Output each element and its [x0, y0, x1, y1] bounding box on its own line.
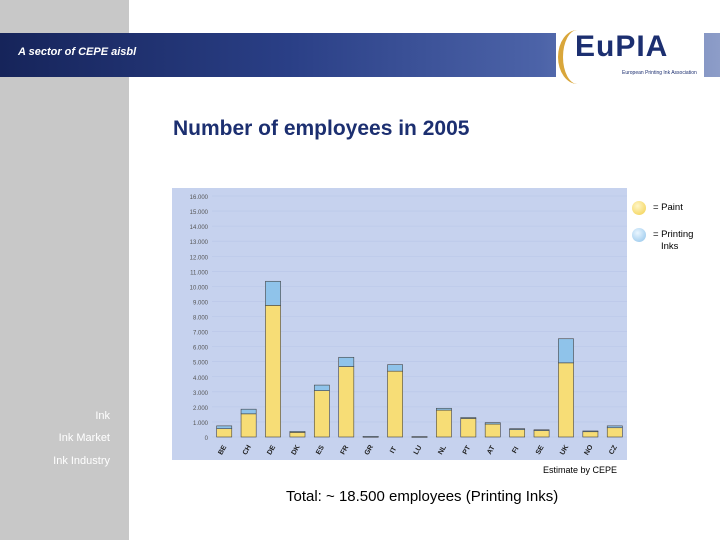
y-tick-label: 6.000 — [192, 345, 208, 352]
bar-printing-ch — [241, 409, 256, 414]
x-tick-label: GR — [363, 443, 376, 457]
y-tick-label: 4.000 — [192, 375, 208, 382]
bar-paint-es — [314, 391, 329, 437]
x-tick-label: ES — [315, 444, 326, 457]
legend-printing-label-2: Inks — [661, 241, 679, 252]
x-tick-label: NO — [583, 443, 595, 457]
x-tick-label: DE — [266, 444, 278, 457]
bar-paint-fr — [339, 367, 354, 437]
bar-printing-cz — [607, 426, 622, 428]
bar-paint-se — [534, 431, 549, 437]
x-tick-label: UK — [559, 444, 571, 457]
tagline: A sector of CEPE aisbl — [18, 46, 137, 58]
bar-paint-de — [265, 305, 280, 437]
bar-printing-gr — [363, 436, 378, 437]
legend-paint-label: = Paint — [653, 202, 683, 213]
y-tick-label: 14.000 — [189, 225, 208, 232]
bar-printing-uk — [558, 339, 573, 363]
bar-printing-at — [485, 423, 500, 424]
bar-printing-lu — [412, 437, 427, 438]
bar-paint-cz — [607, 428, 622, 437]
bar-paint-nl — [436, 410, 451, 437]
bar-printing-fi — [510, 429, 525, 430]
x-tick-label: LU — [412, 444, 424, 457]
logo-text: EuPIA — [575, 30, 669, 63]
y-tick-label: 7.000 — [192, 330, 208, 337]
x-tick-label: SE — [534, 444, 546, 457]
bar-printing-nl — [436, 408, 451, 410]
side-label-ink-industry: Ink Industry — [53, 455, 110, 467]
x-tick-label: PT — [461, 444, 473, 456]
bar-printing-be — [217, 426, 232, 429]
source-note: Estimate by CEPE — [543, 465, 618, 475]
bar-paint-uk — [558, 363, 573, 437]
x-tick-label: NL — [437, 444, 448, 457]
bar-paint-be — [217, 429, 232, 437]
bar-printing-pt — [461, 418, 476, 419]
bar-paint-no — [583, 431, 598, 437]
bar-printing-es — [314, 385, 329, 391]
total-prefix: Total: ~ 18.500 employees — [286, 488, 462, 505]
bar-paint-it — [388, 371, 403, 437]
y-tick-label: 12.000 — [189, 255, 208, 262]
bar-paint-pt — [461, 418, 476, 437]
x-tick-label: IT — [389, 445, 399, 455]
y-tick-label: 0 — [204, 436, 208, 442]
side-label-ink-market: Ink Market — [58, 432, 110, 444]
total-suffix: (Printing Inks) — [465, 488, 559, 505]
bar-paint-dk — [290, 432, 305, 437]
x-tick-label: AT — [486, 444, 497, 456]
x-tick-label: FR — [339, 444, 351, 457]
y-tick-label: 1.000 — [192, 420, 208, 427]
employees-chart — [172, 188, 632, 463]
legend-printing-label: = Printing — [653, 229, 694, 240]
page-title: Number of employees in 2005 — [173, 117, 470, 140]
side-label-ink: Ink — [95, 410, 110, 422]
y-tick-label: 13.000 — [189, 240, 208, 247]
bar-paint-fi — [510, 430, 525, 437]
legend-printing-icon — [632, 228, 646, 242]
bar-printing-se — [534, 430, 549, 431]
bar-printing-de — [265, 281, 280, 305]
x-tick-label: CH — [241, 444, 253, 457]
y-tick-label: 11.000 — [190, 270, 208, 277]
bar-printing-no — [583, 431, 598, 432]
bar-paint-at — [485, 424, 500, 437]
x-tick-label: CZ — [608, 444, 619, 457]
x-tick-label: BE — [217, 444, 229, 457]
x-tick-label: FI — [511, 445, 521, 455]
bar-printing-it — [388, 365, 403, 371]
x-tick-label: DK — [290, 444, 302, 457]
legend-paint-icon — [632, 201, 646, 215]
y-tick-label: 5.000 — [192, 360, 208, 367]
y-tick-label: 3.000 — [192, 390, 208, 397]
bar-printing-fr — [339, 357, 354, 366]
y-tick-label: 16.000 — [189, 195, 208, 201]
y-tick-label: 10.000 — [189, 285, 208, 292]
bar-paint-ch — [241, 414, 256, 437]
logo-subtitle: European Printing Ink Association — [622, 70, 697, 76]
total-summary — [286, 488, 558, 505]
y-tick-label: 8.000 — [192, 315, 208, 322]
y-tick-label: 15.000 — [189, 210, 208, 217]
y-tick-label: 2.000 — [192, 405, 208, 412]
y-tick-label: 9.000 — [192, 300, 208, 307]
bar-printing-dk — [290, 431, 305, 432]
